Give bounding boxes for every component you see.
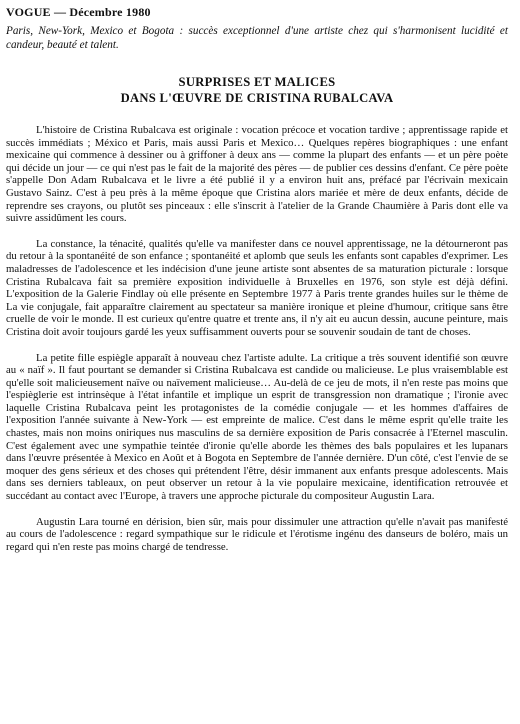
article-body bbox=[6, 124, 508, 553]
article-title-line-2: DANS L'ŒUVRE DE CRISTINA RUBALCAVA bbox=[120, 91, 394, 105]
publication-header: VOGUE — Décembre 1980 bbox=[6, 5, 151, 19]
article-title-line-1: SURPRISES ET MALICES bbox=[178, 75, 336, 89]
article-lede: Paris, New-York, Mexico et Bogota : succès exceptionnel d'une artiste chez qui s'harmonisent lucidité et candeur, beauté et talent. bbox=[6, 25, 508, 51]
paragraph-2: La constance, la ténacité, qualités qu'elle va manifester dans ce nouvel apprentissage, ne la détourneront pas du retour à la spontanéité de son enfance ; spontanéité et aplomb que seuls les enfants sont capables d'exprimer. Les maladresses de l'adolescence et les indécision d'une jeune artiste sont absentes de sa maturation picturale : lorsque Cristina Rubalcava fait sa première exposition individuelle à Bruxelles en 1976, son style est déjà défini. L'exposition de la Galerie Findlay où elle présente en Septembre 1977 à Paris trente grandes huiles sur le thème de La vie conjugale, fait apparaître clairement au spectateur sa manière ironique et pleine d'humour, critique sans être cruelle de voir le monde. Il est curieux qu'entre quatre et trente ans, il n'y ait eu aucun dessin, aucune peinture, mais Cristina doit avoir toujours gardé les yeux suffisamment ouverts pour se souvenir soudain de tant de choses. bbox=[6, 237, 508, 338]
paragraph-1: L'histoire de Cristina Rubalcava est originale : vocation précoce et vocation tardive ; apprentissage rapide et succès immédiats ; México et Paris, mais aussi Paris et Mexico… Quelques repères biographiques : une enfant mexicaine qui commence à dessiner ou à griffoner à deux ans — comme la plupart des enfants — et un père poète qui décide un jour — ce qui n'est pas le fait de la majorité des pères — de publier ces dessins d'enfant. Ce père poète s'appelle Don Adam Rubalcava et le livre a été publié il y a environ huit ans, préfacé par l'écrivain mexicain Gustavo Sainz. C'est à peu près à la même époque que Cristina alors mariée et mère de deux enfants, décide de reprendre ses crayons, ou plutôt ses pinceaux : elle s'inscrit à l'atelier de la Grande Chaumière à Paris dont elle va suivre assidûment les cours. bbox=[6, 124, 508, 225]
article-title bbox=[6, 74, 508, 106]
paragraph-3: La petite fille espiègle apparaît à nouveau chez l'artiste adulte. La critique a très souvent identifié son œuvre au « naïf ». Il faut pourtant se demander si Cristina Rubalcava est candide ou malicieuse. Le plus vraisemblable est qu'elle soit malicieusement naïve ou naïvement malicieuse… Au-delà de ce jeu de mots, il n'en reste pas moins que l'espièglerie est intrinsèque à l'état infantile et implique un esprit de transgression non dramatique ; l'ironie avec laquelle Cristina Rubalcava peint les protagonistes de la comédie conjugale — et les hommes d'affaires de l'exposition l'année suivante à New-York — est empreinte de malice. C'est dans le même esprit qu'elle traite les chastes, mais non moins oniriques nus masculins de sa dernière exposition de Paris consacrée à l'Eternel masculin. C'est également avec une sympathie teintée d'ironie qu'elle aborde les thèmes des bals populaires et les lupanars dans l'œuvre présentée à Mexico en Août et à Bogota en Septembre de l'année dernière. D'un côté, c'est l'envie de se moquer des gens sérieux et des choses qui prétendent l'être, désir immanent aux enfants presque adolescents. Mais dans ses derniers tableaux, on peut observer un retour à la vie populaire mexicaine, identification retrouvée et succédant au contact avec l'Europe, à travers une approche picturale du compositeur Augustin Lara. bbox=[6, 351, 508, 503]
paragraph-4: Augustin Lara tourné en dérision, bien sûr, mais pour dissimuler une attraction qu'elle n'avait pas manifesté au cours de l'adolescence : regard sympathique sur le ridicule et l'érotisme ingénu des danseurs de boléro, mais un regard qui n'en reste pas moins chargé de tendresse. bbox=[6, 515, 508, 553]
